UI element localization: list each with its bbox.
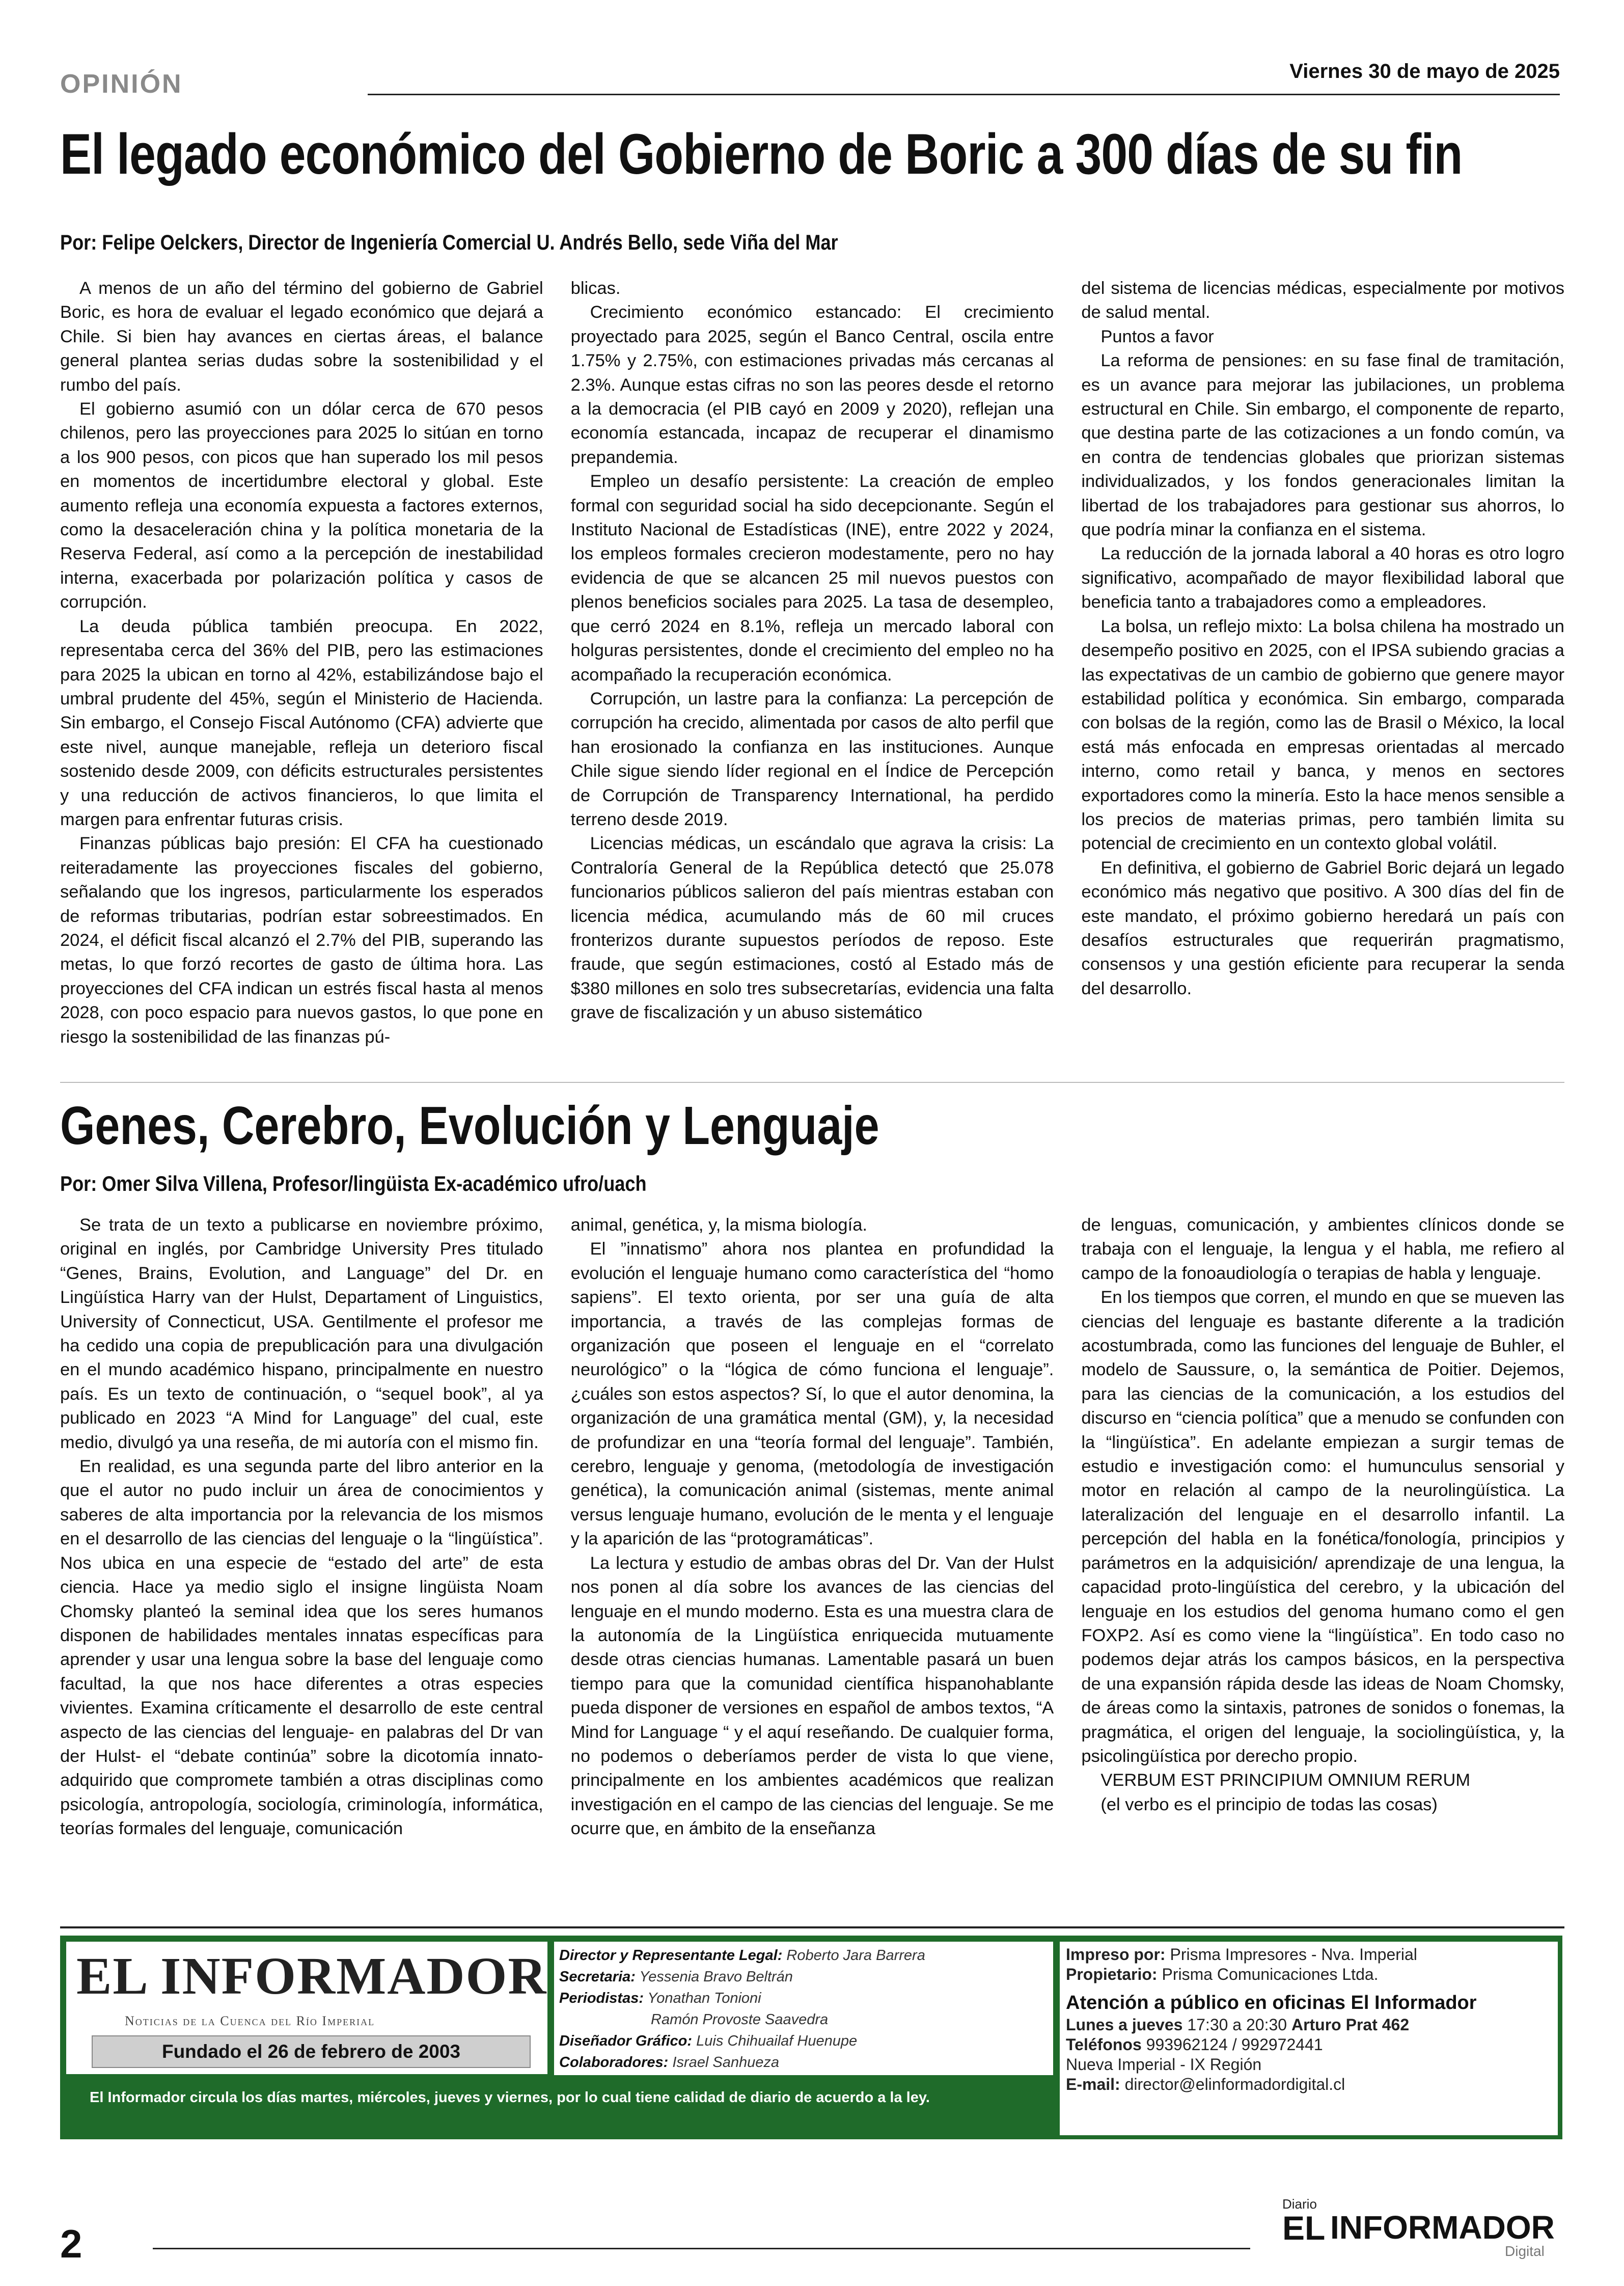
location: Nueva Imperial - IX Región xyxy=(1066,2055,1262,2074)
attention-title: Atención a público en oficinas El Informador xyxy=(1066,1992,1477,2013)
header-divider xyxy=(368,94,1560,95)
article-divider xyxy=(60,1082,1564,1083)
staff-value: Israel Sanhueza xyxy=(672,2054,779,2071)
staff-value: Yonathan Tonioni xyxy=(647,1990,761,2006)
article2-body xyxy=(60,1213,1564,1916)
article2-column-3 xyxy=(1081,1213,1564,1916)
paragraph: En los tiempos que corren, el mundo en que se mueven las ciencias del lenguaje es bastante diferente a la tradición acostumbrada, como las funciones del lenguaje de Buhler, el modelo de Saussure, o, la semántica de Poitier. Dejemos, para las ciencias de la comunicación, a los estudios del discurso en “ciencia política” que a menudo se confunden con la “lingüística”. En adelante empiezan a surgir temas de estudio e investigación como: el humunculus sensorial y motor en relación al campo de la neurolingüística. La lateralización del lenguaje en el desarrollo infantil. La percepción del habla en la fonética/fonología, principios y parámetros en la adquisición/ aprendizaje de una lengua, la capacidad proto-lingüística del cerebro, y la ubicación del lenguaje en los estudios del genoma humano como el gen FOXP2. Así es como viene la “lingüística”. En todo caso no podemos dejar atrás los campos básicos, en la perspectiva de una expansión rápida desde las ideas de Noam Chomsky, de áreas como la sintaxis, patrones de sonidos o fonemas, la pragmática, el origen del lenguaje, la sociolingüística, y, la psicolingüística por derecho propio. xyxy=(1081,1288,1564,1766)
staff-label: Periodistas: xyxy=(559,1990,644,2006)
staff-value: Luis Chihuailaf Huenupe xyxy=(696,2033,858,2049)
article1-byline: Por: Felipe Oelckers, Director de Ingeniería Comercial U. Andrés Bello, sede Viña del Mar xyxy=(60,230,838,254)
issue-date: Viernes 30 de mayo de 2025 xyxy=(1289,60,1560,83)
address: Arturo Prat 462 xyxy=(1291,2016,1410,2034)
publisher-panel xyxy=(1060,1942,1558,2135)
footer-brand-digital: Digital xyxy=(1505,2243,1545,2259)
paragraph: Licencias médicas, un escándalo que agrava la crisis: La Contraloría General de la República detectó que 25.078 funcionarios públicos salieron del país mientras estaban con licencia médica, acumulando más de 60 mil cruces fronterizos durante supuestos períodos de reposo. Este fraude, que según estimaciones, costó al Estado más de $380 millones en solo tres subsecretarías, evidencia una falta grave de fiscalización y un abuso sistemático xyxy=(570,834,1054,1023)
paragraph: del sistema de licencias médicas, especialmente por motivos de salud mental. xyxy=(1081,279,1564,322)
paragraph: La lectura y estudio de ambas obras del Dr. Van der Hulst nos ponen al día sobre los avances de las ciencias del lenguaje en el mundo moderno. Esta es una muestra clara de la autonomía de la Lingüística enriquecida mutuamente desde otras ciencias humanas. Lamentable pasará un buen tiempo para que la comunidad científica hispanohablante pueda disponer de versiones en español de ambos textos, “A Mind for Language “ y el aquí reseñando. De cualquier forma, no podemos o deberíamos perder de vista lo que viene, principalmente en los ambientes académicos que realizan investigación en el campo de las ciencias del lenguaje. Se me ocurre que, en ámbito de la enseñanza xyxy=(570,1553,1054,1839)
article2-column-2 xyxy=(571,1213,1054,1916)
staff-label: Diseñador Gráfico: xyxy=(559,2033,693,2049)
paragraph: En realidad, es una segunda parte del libro anterior en la que el autor no pudo incluir un área de conocimientos y saberes de alta importancia por la relevancia de los mismos en el desarrollo de las ciencias del lenguaje o la “lingüística”. Nos ubica en una especie de “estado del arte” de esta ciencia. Hace ya medio siglo el insigne lingüista Noam Chomsky planteó la seminal idea que los seres humanos disponen de habilidades mentales innatas específicas para aprender y usar una lengua sobre la base del lenguaje como facultad, la que nos hace diferentes a otras especies vivientes. Examina críticamente el desarrollo de este central aspecto de las ciencias del lenguaje- en palabras del Dr van der Hulst- el “debate continúa” sobre la dicotomía innato- adquirido que compromete también a otras disciplinas como psicología, antropología, sociología, criminología, informática, teorías formales del lenguaje, comunicación xyxy=(60,1457,543,1839)
paragraph: animal, genética, y, la misma biología. xyxy=(570,1215,867,1235)
publisher-label: Propietario: xyxy=(1066,1965,1158,1983)
closing-motto: VERBUM EST PRINCIPIUM OMNIUM RERUM xyxy=(1100,1771,1471,1790)
footer-brand-el: EL xyxy=(1282,2209,1326,2247)
publisher-value: Prisma Impresores - Nva. Imperial xyxy=(1170,1945,1417,1964)
founded-banner: Fundado el 26 de febrero de 2003 xyxy=(92,2035,531,2068)
paragraph: La bolsa, un reflejo mixto: La bolsa chilena ha mostrado un desempeño positivo en 2025, con el IPSA subiendo gracias a las expectativas de un cambio de gobierno que genere mayor estabilidad política y económica. Sin embargo, comparada con bolsas de la región, como las de Brasil o México, la local está más enfocada en empresas orientadas al mercado interno, como retail y banca, y menos en sectores exportadores como la minería. Esto la hace menos sensible a los precios de materias primas, pero también limita su potencial de crecimiento en un contexto global volátil. xyxy=(1081,616,1564,854)
circulation-note: El Informador circula los días martes, miércoles, jueves y viernes, por lo cual tiene calidad de diario de acuerdo a la ley. xyxy=(90,2089,930,2106)
paragraph: La deuda pública también preocupa. En 2022, representaba cerca del 36% del PIB, pero las estimaciones para 2025 la ubican en torno al 42%, estabilizándose bajo el umbral prudente del 45%, según el Ministerio de Hacienda. Sin embargo, el Consejo Fiscal Autónomo (CFA) advierte que este nivel, aunque manejable, refleja un deterioro fiscal sostenido desde 2009, con déficits estructurales persistentes y una reducción de activos financieros, lo que limita el margen para enfrentar futuras crisis. xyxy=(60,616,543,829)
subheading: Puntos a favor xyxy=(1100,326,1214,346)
publisher-value: Prisma Comunicaciones Ltda. xyxy=(1162,1965,1379,1983)
staff-label: Director y Representante Legal: xyxy=(559,1947,783,1964)
newspaper-logo: EL INFORMADOR xyxy=(76,1947,547,2005)
staff-panel xyxy=(554,1942,1053,2075)
section-label: OPINIÓN xyxy=(60,69,183,99)
paragraph: El ”innatismo” ahora nos plantea en profundidad la evolución el lenguaje humano como característica del “homo sapiens”. El texto orienta, por ser una guía de alta importancia, a través de las complejas formas de organización que poseen el lenguaje en el “correlato neurológico” o la “lógica de cómo funciona el lenguaje”. ¿cuáles son estos aspectos? Sí, lo que el autor denomina, la organización de una gramática mental (GM), y, la necesidad de profundizar en una “teoría formal del lenguaje”. También, cerebro, lenguaje y genoma, (metodología de investigación genética), la comunicación animal (sistemas, mente animal versus lenguaje humano, evolución de le menta y el lenguaje y la aparición de las “protogramáticas”. xyxy=(570,1239,1054,1549)
paragraph: Finanzas públicas bajo presión: El CFA ha cuestionado reiteradamente las proyecciones fiscales del gobierno, señalando que los ingresos, particularmente los esperados de reformas tributarias, podrían estar sobreestimados. En 2024, el déficit fiscal alcanzó el 2.7% del PIB, superando las metas, lo que forzó recortes de gasto de última hora. Las proyecciones del CFA indican un estrés fiscal hasta al menos 2028, con poco espacio para nuevos gastos, lo que pone en riesgo la sostenibilidad de las finanzas pú- xyxy=(60,834,543,1047)
page-number: 2 xyxy=(60,2221,82,2266)
paragraph: Se trata de un texto a publicarse en noviembre próximo, original en inglés, por Cambridge University Pres titulado “Genes, Brains, Evolution, and Language” del Dr. en Lingüística Harry van der Hulst, Departament of Linguistics, University of Connecticut, USA. Gentilmente el profesor me ha cedido una copia de prepublicación para una divulgación en el mundo académico hispano, principalmente en nuestro país. Es un texto de continuación, o “sequel book”, al ya publicado en 2023 “A Mind for Language” del cual, este medio, divulgó ya una reseña, de mi autoría con el mismo fin. xyxy=(60,1215,543,1452)
paragraph: Corrupción, un lastre para la confianza: La percepción de corrupción ha crecido, alimentada por casos de alto perfil que han erosionado la confianza en las instituciones. Aunque Chile sigue siendo líder regional en el Índice de Percepción de Corrupción de Transparency International, ha perdido terreno desde 2019. xyxy=(570,689,1054,829)
closing-translation: (el verbo es el principio de todas las cosas) xyxy=(1100,1794,1438,1814)
staff-value: Ramón Provoste Saavedra xyxy=(651,2011,829,2028)
footer-brand-diario: Diario xyxy=(1282,2196,1317,2212)
paragraph: blicas. xyxy=(570,279,621,298)
article2-byline: Por: Omer Silva Villena, Profesor/lingüista Ex-académico ufro/uach xyxy=(60,1172,647,1195)
staff-value: Roberto Jara Barrera xyxy=(786,1947,925,1964)
masthead-divider xyxy=(60,1926,1564,1928)
staff-value: Yessenia Bravo Beltrán xyxy=(639,1969,793,1985)
article2-column-1 xyxy=(60,1213,543,1916)
staff-label: Secretaria: xyxy=(559,1969,636,1985)
article2-headline: Genes, Cerebro, Evolución y Lenguaje xyxy=(60,1096,879,1156)
publisher-label: Impreso por: xyxy=(1066,1945,1166,1964)
paragraph: A menos de un año del término del gobierno de Gabriel Boric, es hora de evaluar el legado económico que dejará a Chile. Si bien hay avances en ciertas áreas, el balance general plantea serias dudas sobre la sostenibilidad y el rumbo del país. xyxy=(60,279,543,395)
paragraph: En definitiva, el gobierno de Gabriel Boric dejará un legado económico más negativo que positivo. A 300 días del fin de este mandato, el próximo gobierno heredará un país con desafíos estructurales que requerirán pragmatismo, consensos y una gestión eficiente para recuperar la senda del desarrollo. xyxy=(1081,858,1564,998)
paragraph: El gobierno asumió con un dólar cerca de 670 pesos chilenos, pero las proyecciones para 2025 lo sitúan en torno a los 900 pesos, con picos que han superado los mil pesos en momentos de incertidumbre electoral y global. Este aumento refleja una economía expuesta a factores externos, como la desaceleración china y la política monetaria de la Reserva Federal, así como a la percepción de inestabilidad interna, exacerbada por polarización política y casos de corrupción. xyxy=(60,399,543,612)
publisher-value: 993962124 / 992972441 xyxy=(1146,2035,1323,2054)
article1-column-2 xyxy=(571,277,1054,1057)
staff-label: Colaboradores: xyxy=(559,2054,669,2071)
paragraph: de lenguas, comunicación, y ambientes clínicos donde se trabaja con el lenguaje, la lengua y el habla, me refiero al campo de la fonoaudiología o terapias de habla y lenguaje. xyxy=(1081,1215,1564,1283)
publisher-label: Lunes a jueves xyxy=(1066,2016,1183,2034)
paragraph: La reforma de pensiones: en su fase final de tramitación, es un avance para mejorar las jubilaciones, un problema estructural en Chile. Sin embargo, el componente de reparto, que destina parte de las cotizaciones a un fondo común, va en contra de tendencias globales que priorizan sistemas individualizados, y los fondos generacionales limitan la libertad de los trabajadores para gestionar sus ahorros, lo que podría minar la confianza en el sistema. xyxy=(1081,351,1564,540)
article1-column-3 xyxy=(1081,277,1564,1057)
article1-headline: El legado económico del Gobierno de Boric a 300 días de su fin xyxy=(60,122,1463,186)
publisher-value: 17:30 a 20:30 xyxy=(1187,2016,1287,2034)
publisher-label: Teléfonos xyxy=(1066,2035,1142,2054)
paragraph: La reducción de la jornada laboral a 40 horas es otro logro significativo, acompañado de mayor flexibilidad laboral que beneficia tanto a trabajadores como a empleadores. xyxy=(1081,544,1564,612)
paragraph: Crecimiento económico estancado: El crecimiento proyectado para 2025, según el Banco Central, oscila entre 1.75% y 2.75%, con estimaciones privadas más cercanas al 2.3%. Aunque estas cifras no son las peores desde el retorno a la democracia (el PIB cayó en 2009 y 2020), reflejan una economía estancada, incapaz de recuperar el dinamismo prepandemia. xyxy=(570,303,1054,467)
article1-column-1 xyxy=(60,277,543,1057)
email-link[interactable]: director@elinformadordigital.cl xyxy=(1124,2075,1345,2093)
article1-body xyxy=(60,277,1564,1057)
footer-brand-name: INFORMADOR xyxy=(1330,2209,1555,2246)
logo-tagline: Noticias de la Cuenca del Río Imperial xyxy=(125,2013,375,2028)
publisher-label: E-mail: xyxy=(1066,2075,1120,2093)
footer-divider xyxy=(153,2248,1250,2249)
paragraph: Empleo un desafío persistente: La creación de empleo formal con seguridad social ha sido decepcionante. Según el Instituto Nacional de Estadísticas (INE), entre 2022 y 2024, los empleos formales crecieron modestamente, pero no hay evidencia de que se alcancen 25 mil nuevos puestos con plenos beneficios sociales para 2025. La tasa de desempleo, que cerró 2024 en 8.1%, refleja un mercado laboral con holguras persistentes, donde el crecimiento del empleo no ha acompañado la recuperación económica. xyxy=(570,472,1054,685)
